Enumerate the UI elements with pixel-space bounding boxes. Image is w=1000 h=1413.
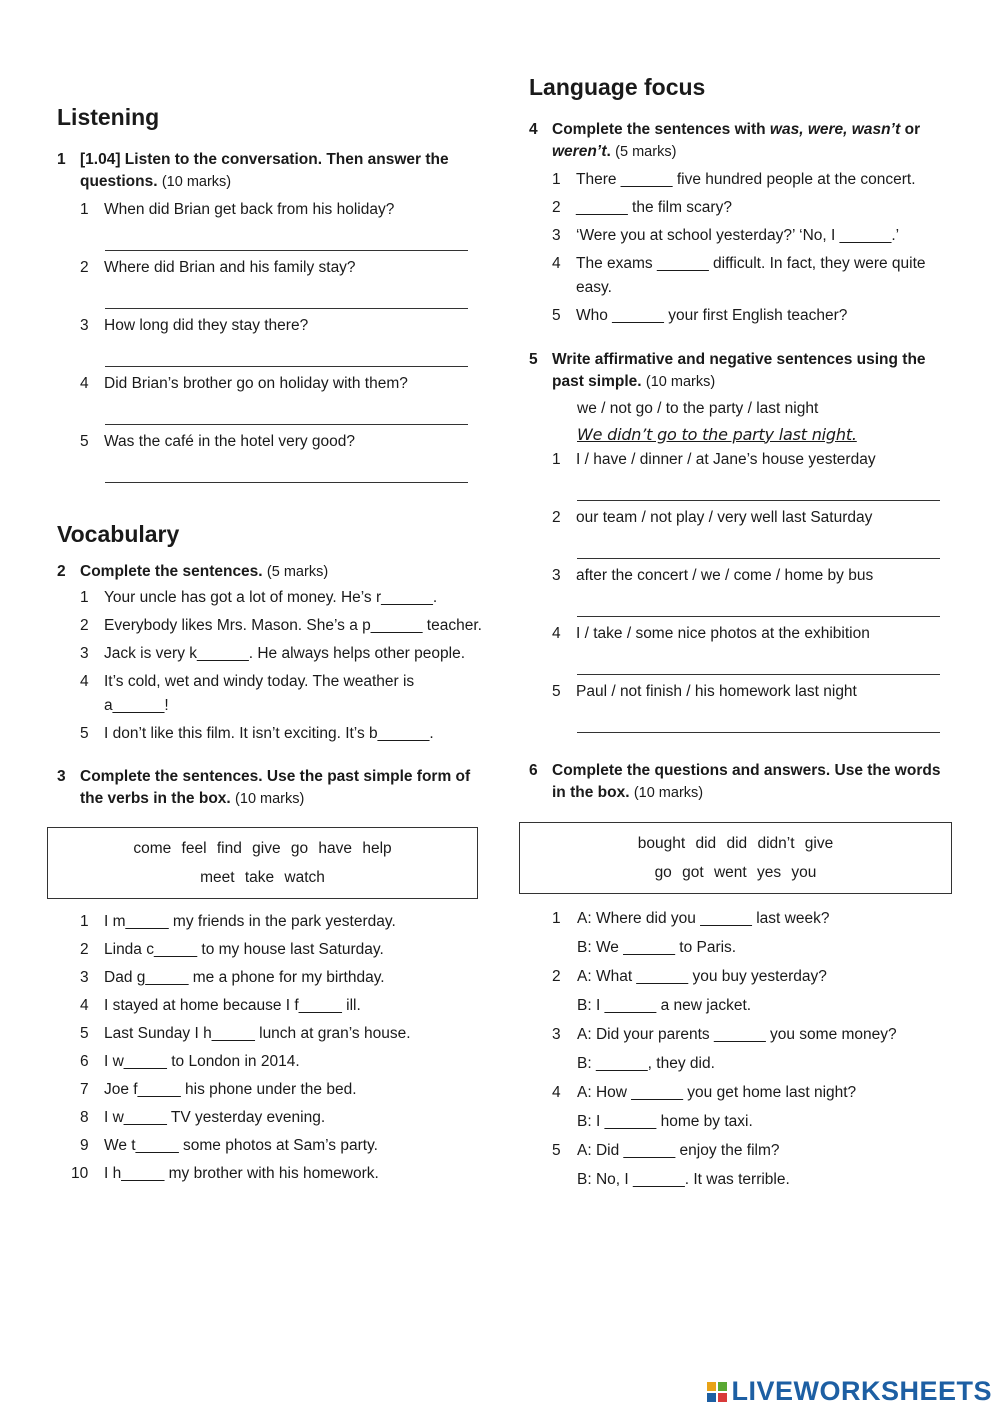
left-column (57, 104, 482, 1190)
question-item (80, 994, 482, 1018)
dialogue-number-spacer (552, 991, 577, 1020)
question-text: The exams ______ difficult. In fact, they were quite easy. (576, 254, 926, 296)
question-item (552, 304, 954, 328)
dialogue-number: 5 (552, 1141, 561, 1159)
question-item (552, 224, 954, 248)
listening-heading: Listening (57, 104, 160, 130)
exercise-6-items (529, 904, 954, 1194)
question-item (80, 1106, 482, 1130)
question-number: 2 (80, 258, 89, 276)
question-text: When did Brian get back from his holiday? (104, 200, 395, 218)
verb-box-line-1: come feel find give go have help (133, 840, 392, 858)
question-text: Dad g_____ me a phone for my birthday. (104, 969, 385, 987)
dialogue-number-spacer (552, 1049, 577, 1078)
question-text: Where did Brian and his family stay? (104, 258, 356, 276)
question-number: 3 (80, 969, 89, 987)
question-number: 4 (552, 254, 561, 272)
question-item (552, 564, 954, 588)
question-number: 10 (71, 1165, 89, 1183)
question-number: 4 (80, 673, 89, 691)
dialogue-question (552, 1020, 954, 1049)
question-item (552, 196, 954, 220)
dialogue-answer (552, 991, 954, 1020)
verb-box-line-2: meet take watch (200, 869, 325, 887)
question-item (552, 680, 954, 704)
question-text: Your uncle has got a lot of money. He’s r______. (104, 589, 438, 607)
question-number: 7 (80, 1081, 89, 1099)
right-column (529, 74, 954, 1194)
dialogue-question (552, 1136, 954, 1165)
logo-square (707, 1382, 716, 1391)
dialogue-line-b: B: I ______ a new jacket. (577, 996, 752, 1014)
question-text: I / take / some nice photos at the exhibition (576, 624, 870, 642)
question-item (80, 372, 482, 396)
question-number: 1 (552, 170, 561, 188)
dialogue-question (552, 962, 954, 991)
answer-line[interactable] (105, 338, 468, 367)
question-item (80, 1022, 482, 1046)
dialogue-line-a: A: What ______ you buy yesterday? (577, 967, 827, 985)
exercise-6-instruction: 6 Complete the questions and answers. Use the words in the box. (10 marks) (529, 761, 941, 801)
dialogue-number: 4 (552, 1083, 561, 1101)
question-number: 3 (80, 316, 89, 334)
question-text: I w_____ TV yesterday evening. (104, 1109, 326, 1127)
exercise-5-example-prompt: we / not go / to the party / last night (577, 399, 819, 417)
question-number: 1 (80, 913, 89, 931)
answer-line[interactable] (105, 454, 468, 483)
answer-box-line-1: bought did did didn’t give (637, 834, 834, 852)
question-item (80, 586, 482, 610)
question-text: after the concert / we / come / home by bus (576, 566, 874, 584)
question-number: 9 (80, 1137, 89, 1155)
dialogue-number-spacer (552, 933, 577, 962)
dialogue-line-a: A: Where did you ______ last week? (577, 909, 830, 927)
exercise-5-items (529, 448, 954, 738)
answer-line[interactable] (577, 588, 940, 617)
question-item (80, 642, 482, 666)
question-text: Linda c_____ to my house last Saturday. (104, 941, 384, 959)
question-number: 5 (552, 682, 561, 700)
question-number: 3 (552, 566, 561, 584)
dialogue-line-a: A: How ______ you get home last night? (577, 1083, 857, 1101)
logo-square (707, 1393, 716, 1402)
question-text: our team / not play / very well last Saturday (576, 508, 873, 526)
question-text: I w_____ to London in 2014. (104, 1053, 300, 1071)
exercise-3-items (57, 910, 482, 1190)
question-item (552, 448, 954, 472)
exercise-3-instruction: 3 Complete the sentences. Use the past simple form of the verbs in the box. (10 marks) (57, 768, 471, 808)
verb-word-box (47, 827, 478, 899)
logo-square (718, 1382, 727, 1391)
dialogue-number: 2 (552, 967, 561, 985)
question-text: Paul / not finish / his homework last night (576, 682, 857, 700)
exercise-1-items (57, 198, 482, 488)
question-item (80, 314, 482, 338)
dialogue-answer (552, 933, 954, 962)
question-item (80, 256, 482, 280)
question-item (552, 252, 954, 300)
dialogue-answer (552, 1107, 954, 1136)
question-item (552, 622, 954, 646)
dialogue-answer (552, 1165, 954, 1194)
dialogue-line-b: B: We ______ to Paris. (577, 938, 737, 956)
dialogue-line-b: B: No, I ______. It was terrible. (577, 1170, 790, 1188)
dialogue-number-spacer (552, 1107, 577, 1136)
question-text: ‘Were you at school yesterday?’ ‘No, I ______.’ (576, 226, 900, 244)
answer-line[interactable] (577, 530, 940, 559)
question-text: Last Sunday I h_____ lunch at gran’s house. (104, 1025, 411, 1043)
logo-square (718, 1393, 727, 1402)
question-number: 5 (80, 725, 89, 743)
dialogue-number: 1 (552, 909, 561, 927)
exercise-2-items (57, 586, 482, 750)
question-number: 2 (552, 198, 561, 216)
dialogue-line-a: A: Did ______ enjoy the film? (577, 1141, 780, 1159)
answer-line[interactable] (577, 704, 940, 733)
question-item (80, 614, 482, 638)
question-text: Everybody likes Mrs. Mason. She’s a p______ teacher. (104, 617, 482, 635)
question-item (80, 670, 482, 718)
dialogue-number: 3 (552, 1025, 561, 1043)
question-number: 4 (80, 374, 89, 392)
exercise-4-instruction: 4 Complete the sentences with was, were, wasn’t or weren’t. (5 marks) (529, 120, 921, 160)
question-text: Did Brian’s brother go on holiday with them? (104, 374, 408, 392)
liveworksheets-logo (707, 1376, 992, 1407)
question-number: 5 (80, 432, 89, 450)
answer-word-box (519, 822, 952, 894)
question-text: Who ______ your first English teacher? (576, 306, 848, 324)
question-number: 3 (552, 226, 561, 244)
question-text: Jack is very k______. He always helps other people. (104, 645, 466, 663)
dialogue-question (552, 1078, 954, 1107)
question-text: It’s cold, wet and windy today. The weather is a______! (104, 673, 415, 715)
answer-line[interactable] (577, 472, 940, 501)
question-text: I / have / dinner / at Jane’s house yesterday (576, 450, 876, 468)
liveworksheets-logo-text: LIVEWORKSHEETS (731, 1376, 992, 1406)
answer-line[interactable] (105, 396, 468, 425)
question-item (80, 1078, 482, 1102)
question-number: 5 (552, 306, 561, 324)
question-item (80, 430, 482, 454)
question-item (80, 910, 482, 934)
question-number: 2 (80, 617, 89, 635)
question-text: I m_____ my friends in the park yesterday. (104, 913, 396, 931)
question-item (80, 966, 482, 990)
question-number: 4 (552, 624, 561, 642)
answer-box-line-2: go got went yes you (654, 863, 817, 881)
answer-line[interactable] (105, 222, 468, 251)
dialogue-line-b: B: I ______ home by taxi. (577, 1112, 753, 1130)
question-text: We t_____ some photos at Sam’s party. (104, 1137, 378, 1155)
question-text: I stayed at home because I f_____ ill. (104, 997, 361, 1015)
question-item (80, 938, 482, 962)
exercise-5-example-answer: We didn’t go to the party last night. (577, 424, 857, 444)
question-number: 8 (80, 1109, 89, 1127)
dialogue-number-spacer (552, 1165, 577, 1194)
question-number: 5 (80, 1025, 89, 1043)
answer-line[interactable] (105, 280, 468, 309)
language-focus-heading: Language focus (529, 74, 706, 100)
question-text: Was the café in the hotel very good? (104, 432, 356, 450)
question-item (80, 1050, 482, 1074)
dialogue-line-a: A: Did your parents ______ you some money? (577, 1025, 897, 1043)
question-number: 4 (80, 997, 89, 1015)
question-number: 1 (552, 450, 561, 468)
exercise-4-items (529, 168, 954, 332)
question-text: There ______ five hundred people at the concert. (576, 170, 916, 188)
question-text: Joe f_____ his phone under the bed. (104, 1081, 357, 1099)
question-number: 1 (80, 200, 89, 218)
question-item (80, 1134, 482, 1158)
question-number: 2 (80, 941, 89, 959)
question-text: I h_____ my brother with his homework. (104, 1165, 379, 1183)
question-number: 3 (80, 645, 89, 663)
exercise-5-instruction: 5 Write affirmative and negative sentences using the past simple. (10 marks) (529, 350, 926, 390)
dialogue-question (552, 904, 954, 933)
liveworksheets-logo-icon (707, 1382, 727, 1402)
exercise-1-instruction: 1 [1.04] Listen to the conversation. Then answer the questions. (10 marks) (57, 150, 449, 190)
question-item (71, 1162, 482, 1186)
answer-line[interactable] (577, 646, 940, 675)
dialogue-answer (552, 1049, 954, 1078)
question-item (80, 722, 482, 746)
question-item (552, 506, 954, 530)
question-number: 1 (80, 589, 89, 607)
vocabulary-heading: Vocabulary (57, 520, 180, 547)
question-item (552, 168, 954, 192)
question-text: How long did they stay there? (104, 316, 309, 334)
dialogue-line-b: B: ______, they did. (577, 1054, 715, 1072)
question-text: ______ the film scary? (576, 198, 732, 216)
question-item (80, 198, 482, 222)
exercise-2-instruction: 2 Complete the sentences. (5 marks) (57, 563, 329, 581)
question-text: I don’t like this film. It isn’t exciting. It’s b______. (104, 725, 434, 743)
question-number: 6 (80, 1053, 89, 1071)
question-number: 2 (552, 508, 561, 526)
